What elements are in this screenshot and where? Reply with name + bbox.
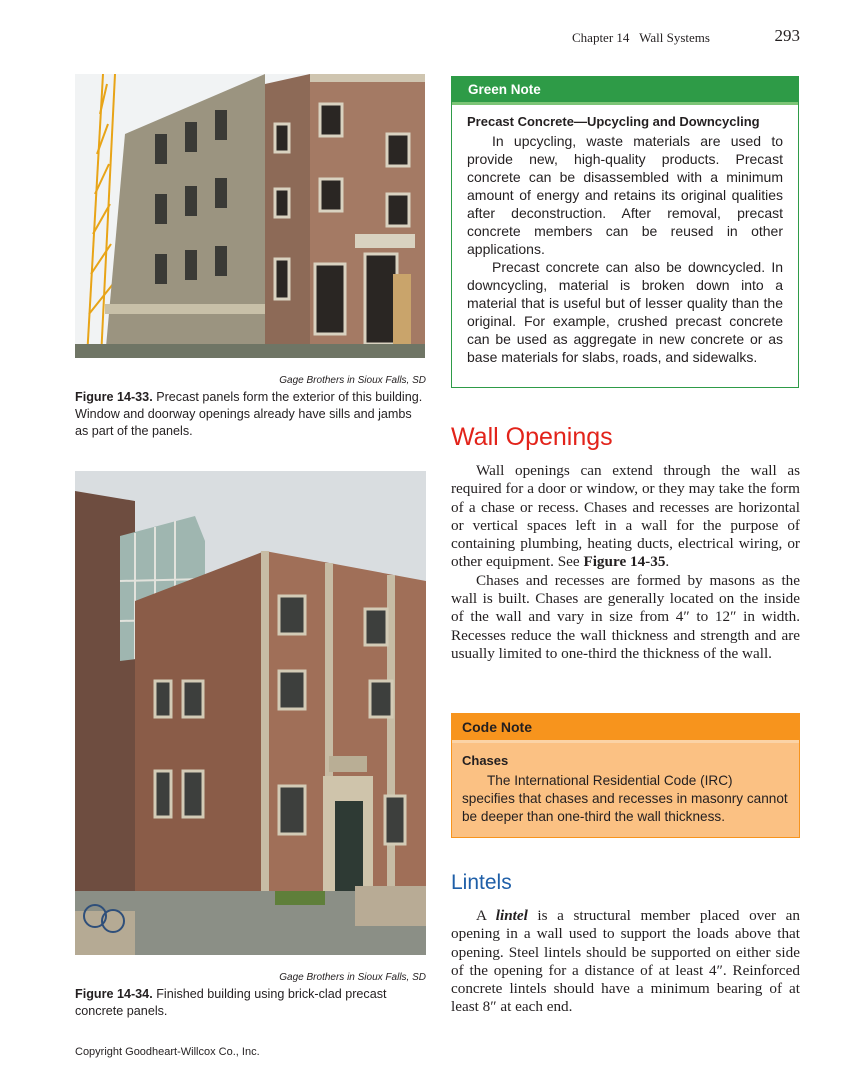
- page-number: 293: [774, 26, 800, 45]
- figure-14-34-text: Finished building using brick-clad precast concrete panels.: [75, 987, 387, 1018]
- chapter-title: Wall Systems: [639, 30, 710, 45]
- green-note-subtitle: Precast Concrete—Upcycling and Downcycling: [467, 114, 760, 129]
- copyright-footer: Copyright Goodheart-Willcox Co., Inc.: [75, 1046, 260, 1058]
- lintels-lead: A: [476, 907, 496, 924]
- wall-openings-heading: Wall Openings: [451, 423, 613, 451]
- figure-14-34-photo: [75, 471, 426, 955]
- code-note-box: [451, 713, 800, 838]
- figure-14-33-credit: Gage Brothers in Sioux Falls, SD: [279, 375, 426, 386]
- wall-openings-paragraph-1: [451, 462, 800, 572]
- wall-openings-paragraph-1-end: .: [665, 553, 670, 571]
- wall-openings-paragraph-1-text: Wall openings can extend through the wall as required for a door or window, or they may take the form of a chase or recess. Chases and recesses are horizontal or vertical spaces left in a wall for the purpose of containing plumbing, heating ducts, electrical wiring, or other equipment. See: [451, 462, 800, 571]
- wall-openings-paragraph-2: Chases and recesses are formed by masons as the wall is built. Chases are generally located on the inside of the wall and vary in size from 4″ to 12″ in width. Recesses reduce the wall thickness and strength and are usually limited to one-third the thickness of the wall.: [451, 571, 800, 662]
- figure-14-34-credit: Gage Brothers in Sioux Falls, SD: [279, 972, 426, 983]
- wall-openings-body: [451, 462, 800, 663]
- chapter-number: Chapter 14: [572, 30, 630, 45]
- lintels-body: [451, 907, 800, 1017]
- figure-14-34-caption: [75, 986, 426, 1020]
- figure-14-33-text: Precast panels form the exterior of this building. Window and doorway openings already have sills and jambs as part of the panels.: [75, 390, 423, 438]
- lintel-term: lintel: [495, 907, 528, 924]
- code-note-label: Code Note: [452, 714, 799, 743]
- lintels-heading: Lintels: [451, 871, 512, 894]
- green-note-label: Green Note: [452, 77, 798, 105]
- code-note-subtitle: Chases: [462, 753, 509, 768]
- figure-14-33-photo: [75, 74, 425, 358]
- lintels-paragraph: [451, 907, 800, 1017]
- code-note-text: The International Residential Code (IRC) specifies that chases and recesses in masonry cannot be deeper than one-third the wall thickness.: [462, 773, 788, 824]
- figure-14-33-label: Figure 14-33.: [75, 390, 153, 404]
- green-note-box: [451, 76, 799, 388]
- figure-14-33-caption: [75, 389, 426, 440]
- green-note-paragraph-2: Precast concrete can also be downcycled. In downcycling, material is broken down into a material that is useful but of lesser quality than the original. For example, crushed precast concrete can be used as aggregate in new concrete or as base materials for slabs, roads, and sidewalks.: [467, 259, 783, 365]
- green-note-paragraph-1: In upcycling, waste materials are used to provide new, high-quality products. Precast concrete can be disassembled with a minimum amount of energy and retains its original qualities after deconstruction. After removal, precast concrete members can be reused in other applications.: [467, 133, 783, 257]
- figure-reference-14-35: Figure 14-35: [583, 553, 666, 571]
- figure-14-34-label: Figure 14-34.: [75, 987, 153, 1001]
- lintels-text: is a structural member placed over an opening in a wall used to support the loads above that opening. Steel lintels should be supported on either side of the opening for a distance of at least 4″. Reinforced concrete lintels should have a minimum bearing of at least 8″ at each end.: [451, 907, 801, 1016]
